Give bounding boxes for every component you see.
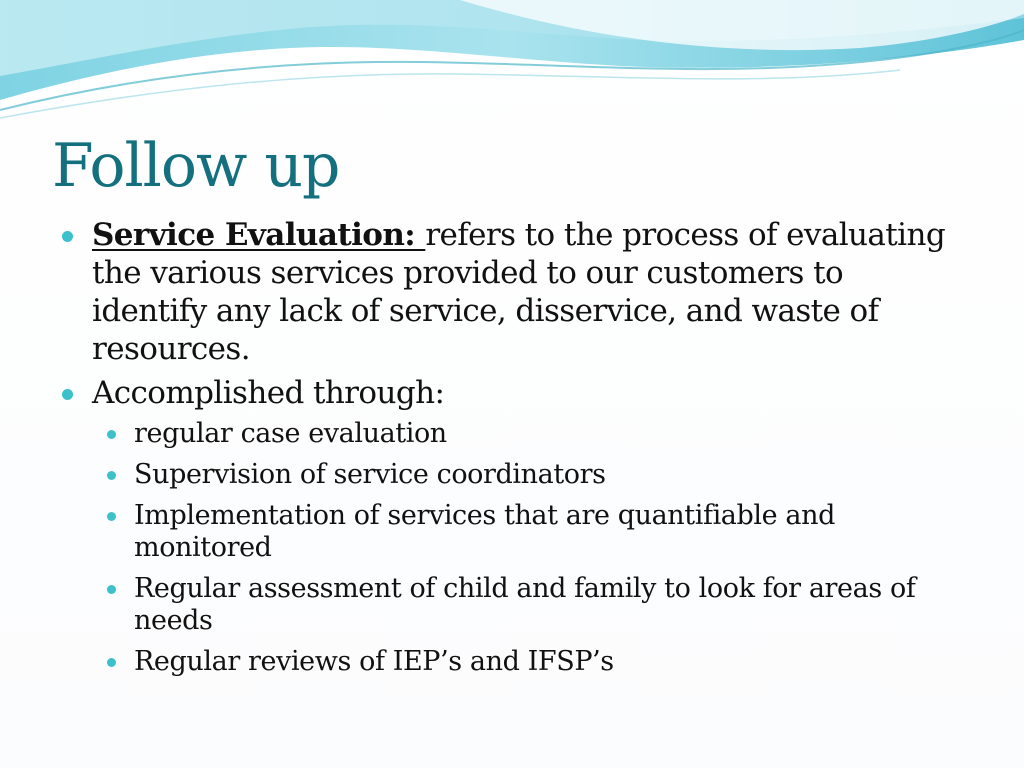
slide-title: Follow up (52, 131, 340, 201)
definition-text: refers to the process of evaluating the various services provided to our customers to identify any lack of service, disservice, and waste of resources. (92, 217, 946, 367)
bullet-dot-icon (107, 471, 116, 480)
bullet-dot-icon (107, 658, 116, 667)
bullet-service-evaluation (62, 216, 962, 368)
sub-bullet-item (62, 646, 962, 678)
sub-bullet-text: Implementation of services that are quantifiable and monitored (134, 500, 835, 563)
sub-bullet-item (62, 418, 962, 450)
term-service-evaluation: Service Evaluation: (92, 217, 426, 253)
bullet-dot-icon (62, 389, 73, 400)
bullet-dot-icon (107, 585, 116, 594)
sub-bullet-text: Supervision of service coordinators (134, 459, 606, 490)
sub-bullet-item (62, 500, 962, 564)
bullet-text: Accomplished through: (92, 375, 445, 411)
sub-bullet-text: regular case evaluation (134, 418, 447, 449)
bullet-dot-icon (107, 430, 116, 439)
sub-bullet-item (62, 573, 962, 637)
sub-bullet-text: Regular reviews of IEP’s and IFSP’s (134, 646, 614, 677)
slide-content (62, 216, 962, 687)
wave-header-decoration (0, 0, 1024, 130)
bullet-accomplished-through (62, 374, 962, 412)
sub-bullet-text: Regular assessment of child and family to look for areas of needs (134, 573, 916, 636)
bullet-dot-icon (107, 512, 116, 521)
sub-bullet-list (62, 418, 962, 678)
sub-bullet-item (62, 459, 962, 491)
bullet-dot-icon (62, 231, 73, 242)
